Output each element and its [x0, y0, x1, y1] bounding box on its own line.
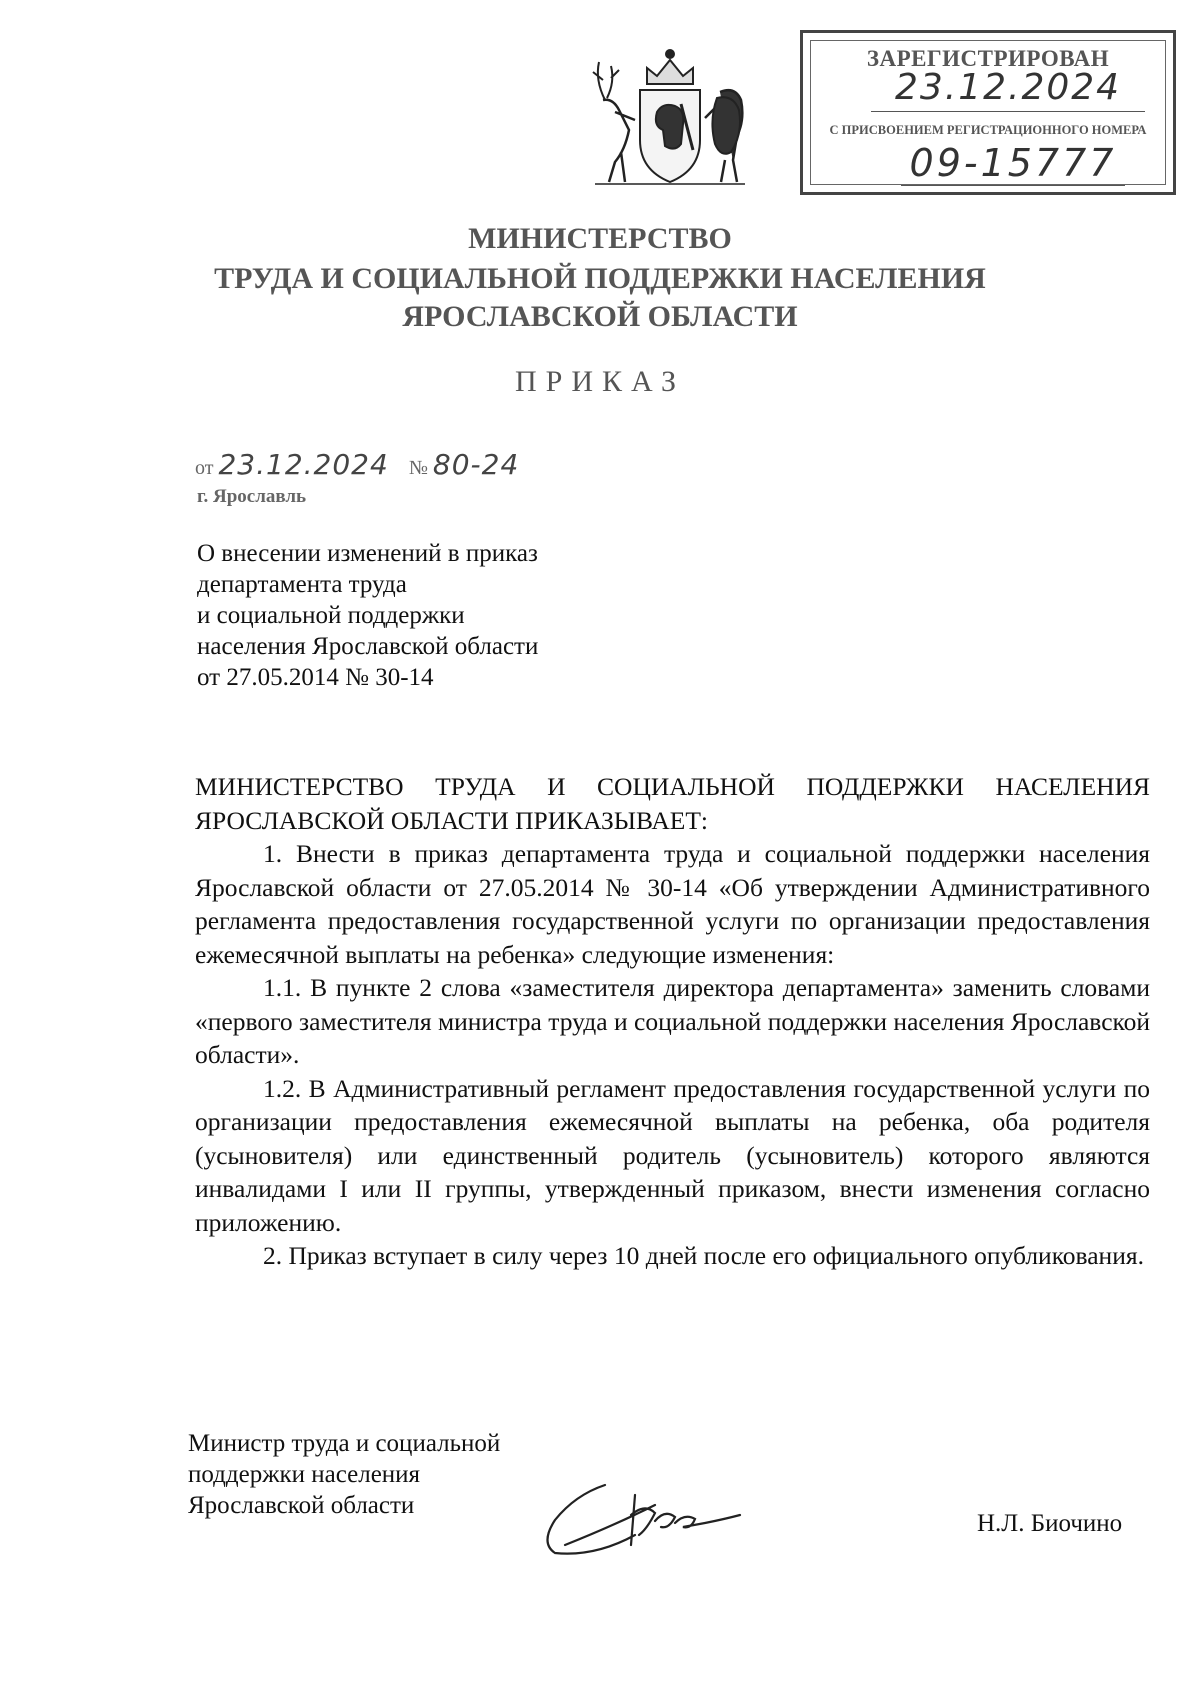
body-lead: МИНИСТЕРСТВО ТРУДА И СОЦИАЛЬНОЙ ПОДДЕРЖКИ НАСЕЛЕНИЯ ЯРОСЛАВСКОЙ ОБЛАСТИ ПРИКАЗЫВАЕТ: — [195, 772, 1150, 835]
signatory-position — [188, 1428, 500, 1521]
ministry-title-line-3: ЯРОСЛАВСКОЙ ОБЛАСТИ — [402, 300, 798, 333]
subject-line: и социальной поддержки — [197, 602, 465, 629]
stamp-subtitle: С ПРИСВОЕНИЕМ РЕГИСТРАЦИОННОГО НОМЕРА — [829, 123, 1147, 137]
order-number: 80-24 — [432, 448, 520, 481]
subject-line: О внесении изменений в приказ — [197, 540, 538, 567]
stamp-registration-number: 09-15777 — [901, 141, 1125, 186]
handwritten-signature — [535, 1465, 775, 1565]
order-body — [195, 770, 1150, 1273]
position-line: поддержки населения — [188, 1461, 421, 1488]
body-item-1-1: 1.1. В пункте 2 слова «заместителя директора департамента» заменить словами «первого заместителя министра труда и социальной поддержки населения Ярославской области». — [195, 973, 1150, 1069]
stamp-date: 23.12.2024 — [871, 67, 1145, 112]
order-subject — [197, 538, 538, 693]
coat-of-arms-icon — [585, 40, 755, 190]
stamp-inner-border — [810, 40, 1166, 185]
body-item-1: 1. Внести в приказ департамента труда и социальной поддержки населения Ярославской области от 27.05.2014 № 30-14 «Об утверждении Административного регламента предоставления государственной услуги по организации предоставления ежемесячной выплаты на ребенка» следующие изменения: — [195, 839, 1150, 969]
subject-line: от 27.05.2014 № 30-14 — [197, 664, 434, 691]
ministry-title-line-1: МИНИСТЕРСТВО — [468, 222, 732, 255]
stamp-title: ЗАРЕГИСТРИРОВАН — [866, 46, 1110, 71]
document-type: ПРИКАЗ — [515, 365, 685, 398]
subject-line: населения Ярославской области — [197, 633, 539, 660]
signatory-name: Н.Л. Биочино — [977, 1510, 1123, 1537]
registration-stamp — [800, 30, 1176, 195]
from-label: от — [195, 457, 214, 479]
order-date-line — [195, 448, 519, 481]
order-city: г. Ярославль — [197, 486, 307, 507]
order-date: 23.12.2024 — [218, 448, 389, 481]
number-label: № — [408, 457, 428, 479]
position-line: Ярославской области — [188, 1492, 415, 1519]
body-item-2: 2. Приказ вступает в силу через 10 дней после его официального опубликования. — [263, 1241, 1144, 1270]
body-item-1-2: 1.2. В Административный регламент предоставления государственной услуги по организации предоставления ежемесячной выплаты на ребенка, оба родителя (усыновителя) или единственный родитель (усыновитель) которого являются инвалидами I или II группы, утвержденный приказом, внести изменения согласно приложению. — [195, 1073, 1150, 1237]
position-line: Министр труда и социальной — [188, 1430, 501, 1457]
subject-line: департамента труда — [197, 571, 407, 598]
ministry-title-line-2: ТРУДА И СОЦИАЛЬНОЙ ПОДДЕРЖКИ НАСЕЛЕНИЯ — [214, 262, 986, 295]
